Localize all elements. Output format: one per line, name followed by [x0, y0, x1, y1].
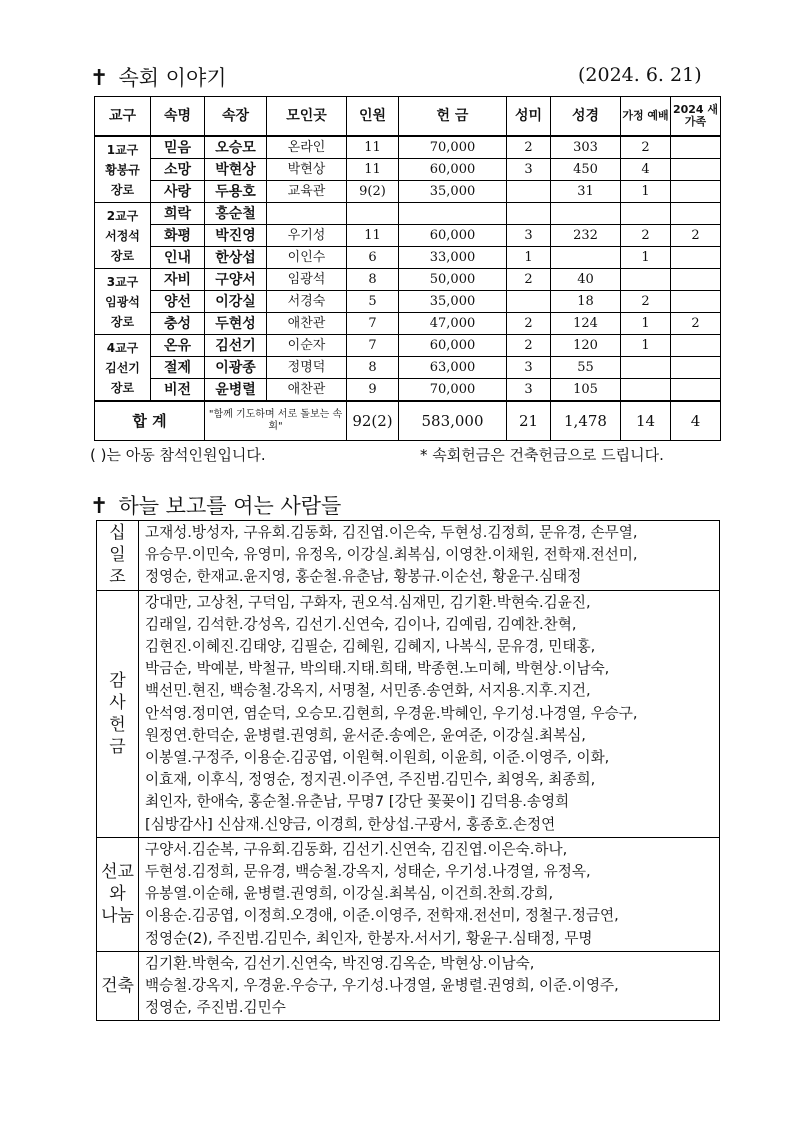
meeting-place: 애찬관 [267, 313, 347, 335]
category-label-line: 사 [109, 692, 126, 713]
donor-line: 박금순, 박예분, 박철규, 박의태.지태.희태, 박종현.노미혜, 박현상.이남숙, [145, 660, 610, 678]
district-name-line: 황봉규 [105, 162, 140, 177]
seongmi: 2 [507, 269, 551, 291]
seongmi: 2 [507, 335, 551, 357]
district-name-line: 김선기 [105, 360, 140, 375]
donor-line: 이용순.김공엽, 이정희.오경애, 이준.이영주, 전학재.전선미, 정철구.정금연, [145, 907, 619, 925]
table-row [95, 291, 721, 313]
donor-line: 고재성.방성자, 구유회.김동화, 김진엽.이은숙, 두현성.김정희, 문유경, 손무열, [145, 524, 638, 541]
category-label-line: 건축 [101, 976, 134, 997]
bible-reading: 18 [551, 291, 621, 313]
group-name: 자비 [151, 269, 205, 291]
meeting-place: 임광석 [267, 269, 347, 291]
table-row [95, 357, 721, 379]
header-cell: 성미 [507, 97, 551, 137]
new-family: 2 [671, 225, 721, 247]
bible-reading: 40 [551, 269, 621, 291]
category-label-line: 십 [109, 523, 126, 544]
attendance: 9 [347, 379, 399, 402]
total-family-worship: 14 [621, 401, 671, 441]
attendance: 7 [347, 335, 399, 357]
seongmi: 2 [507, 313, 551, 335]
offering: 35,000 [399, 291, 507, 313]
category-label-line: 헌 [109, 714, 126, 735]
total-attendance: 92(2) [347, 401, 399, 441]
table-row [95, 159, 721, 181]
offering: 35,000 [399, 181, 507, 203]
leader-name: 두용호 [205, 181, 267, 203]
district-name [95, 335, 151, 402]
donor-line: 유승무.이민숙, 유영미, 유정옥, 이강실.최복심, 이영찬.이채원, 전학재.전선미, [145, 546, 638, 564]
header-cell: 교구 [95, 97, 151, 137]
leader-name: 홍순철 [205, 203, 267, 225]
meeting-place: 온라인 [267, 136, 347, 159]
donor-category-row [97, 837, 720, 951]
donor-line: 안석영.정미연, 염순덕, 오승모.김현희, 우경윤.박혜인, 우기성.나경열, 우승구, [145, 704, 638, 722]
category-label [97, 837, 139, 951]
donor-list [139, 590, 720, 837]
category-label-line: 감 [109, 670, 126, 691]
attendance [347, 203, 399, 225]
bible-reading: 303 [551, 136, 621, 159]
seongmi [507, 291, 551, 313]
offering: 33,000 [399, 247, 507, 269]
offering: 63,000 [399, 357, 507, 379]
donor-category-row [97, 951, 720, 1021]
new-family [671, 136, 721, 159]
district-name-line: 장로 [110, 182, 135, 197]
family-worship: 4 [621, 159, 671, 181]
donor-line: 김래일, 김석한.강성옥, 김선기.신연숙, 김이나, 김예림, 김예찬.찬혁, [145, 615, 577, 633]
group-name: 절제 [151, 357, 205, 379]
seongmi: 3 [507, 225, 551, 247]
donor-line: 정영순(2), 주진범.김민수, 최인자, 한봉자.서서기, 황윤구.심태정, 무명 [145, 929, 593, 947]
meeting-place [267, 203, 347, 225]
donor-line: 정영순, 한재교.윤지영, 홍순철.유춘남, 황봉규.이순선, 황윤구.심태정 [145, 568, 582, 586]
meeting-place: 정명덕 [267, 357, 347, 379]
header-cell: 헌 금 [399, 97, 507, 137]
district-name-line: 2교구 [106, 208, 139, 223]
group-name: 소망 [151, 159, 205, 181]
header-cell: 성경 [551, 97, 621, 137]
leader-name: 이강실 [205, 291, 267, 313]
table-row [95, 313, 721, 335]
family-worship: 2 [621, 291, 671, 313]
family-worship: 1 [621, 313, 671, 335]
district-name [95, 203, 151, 269]
donor-table [96, 520, 720, 1021]
district-name-line: 장로 [110, 248, 135, 263]
new-family [671, 335, 721, 357]
footnote-offering: * 속회헌금은 건축헌금으로 드립니다. [420, 446, 664, 464]
table-row [95, 379, 721, 402]
header-cell: 속명 [151, 97, 205, 137]
cross-icon: ✝ [90, 66, 109, 91]
total-row [95, 401, 721, 441]
seongmi: 3 [507, 357, 551, 379]
table-row [95, 269, 721, 291]
new-family [671, 357, 721, 379]
district-name-line: 3교구 [106, 274, 139, 289]
offering [399, 203, 507, 225]
seongmi [507, 203, 551, 225]
donor-line: 백승철.강옥지, 우경윤.우승구, 우기성.나경열, 윤병렬.권영희, 이준.이영주, [145, 977, 619, 995]
leader-name: 박진영 [205, 225, 267, 247]
meeting-place: 애찬관 [267, 379, 347, 402]
bible-reading [551, 247, 621, 269]
leader-name: 김선기 [205, 335, 267, 357]
family-worship: 2 [621, 225, 671, 247]
category-label [97, 590, 139, 837]
meeting-place: 이순자 [267, 335, 347, 357]
attendance: 6 [347, 247, 399, 269]
new-family [671, 159, 721, 181]
group-name: 사랑 [151, 181, 205, 203]
offering: 70,000 [399, 379, 507, 402]
group-name: 희락 [151, 203, 205, 225]
new-family [671, 291, 721, 313]
attendance: 11 [347, 159, 399, 181]
attendance: 11 [347, 225, 399, 247]
donor-line: 강대만, 고상천, 구덕임, 구화자, 권오석.심재민, 김기환.박현숙.김윤진, [145, 593, 591, 611]
category-label [97, 951, 139, 1021]
header-cell: 모인곳 [267, 97, 347, 137]
leader-name: 오승모 [205, 136, 267, 159]
attendance: 8 [347, 357, 399, 379]
donor-list [139, 951, 720, 1021]
family-worship [621, 203, 671, 225]
bible-reading: 450 [551, 159, 621, 181]
family-worship: 2 [621, 136, 671, 159]
bible-reading: 55 [551, 357, 621, 379]
district-name-line: 서정석 [105, 228, 140, 243]
donor-line: 원정연.한덕순, 윤병렬.권영희, 윤서준.송예은, 윤여준, 이강실.최복심, [145, 726, 586, 744]
district-name-line: 4교구 [106, 340, 139, 355]
leader-name: 두현성 [205, 313, 267, 335]
district-name [95, 269, 151, 335]
donor-category-row [97, 521, 720, 591]
donor-line: 이봉열.구정주, 이용순.김공엽, 이원혁.이원희, 이윤희, 이준.이영주, 이화, [145, 749, 610, 767]
district-name-line: 1교구 [106, 142, 139, 157]
donor-line: 김기환.박현숙, 김선기.신연숙, 박진영.김옥순, 박현상.이남숙, [145, 954, 535, 972]
donor-line: 두현성.김정희, 문유경, 백승철.강옥지, 성태순, 우기성.나경열, 유정옥, [145, 863, 591, 881]
donor-line: 김현진.이혜진.김태양, 김필순, 김혜원, 김혜지, 나복식, 문유경, 민태홍, [145, 638, 596, 656]
footnote-children: ( )는 아동 참석인원입니다. [90, 446, 266, 464]
offering: 60,000 [399, 225, 507, 247]
group-name: 믿음 [151, 136, 205, 159]
meeting-place: 박현상 [267, 159, 347, 181]
leader-name: 박현상 [205, 159, 267, 181]
group-name: 양선 [151, 291, 205, 313]
district-name [95, 136, 151, 203]
seongmi: 3 [507, 159, 551, 181]
header-cell: 가정 예배 [621, 97, 671, 137]
section-title-text: 하늘 보고를 여는 사람들 [118, 494, 342, 518]
family-worship: 1 [621, 247, 671, 269]
family-worship: 1 [621, 181, 671, 203]
table-row [95, 136, 721, 159]
table-row [95, 181, 721, 203]
donor-line: 이효재, 이후식, 정영순, 정지권.이주연, 주진범.김민수, 최영옥, 최종희, [145, 771, 596, 789]
section-title-donors [90, 490, 341, 520]
meeting-place: 교육관 [267, 181, 347, 203]
family-worship [621, 357, 671, 379]
attendance: 5 [347, 291, 399, 313]
offering: 60,000 [399, 159, 507, 181]
category-label-line: 조 [109, 567, 126, 588]
bible-reading: 120 [551, 335, 621, 357]
district-name-line: 장로 [110, 314, 135, 329]
donor-line: 최인자, 한애숙, 홍순철.유춘남, 무명7 [강단 꽃꽂이] 김덕용.송영희 [145, 793, 570, 811]
family-worship [621, 269, 671, 291]
group-name: 충성 [151, 313, 205, 335]
donor-line: 구양서.김순복, 구유회.김동화, 김선기.신연숙, 김진엽.이은숙.하나, [145, 840, 568, 858]
new-family [671, 247, 721, 269]
new-family [671, 269, 721, 291]
seongmi: 2 [507, 136, 551, 159]
attendance: 8 [347, 269, 399, 291]
group-name: 비전 [151, 379, 205, 402]
donor-list [139, 521, 720, 591]
leader-name: 한상섭 [205, 247, 267, 269]
header-cell: 2024 새가족 [671, 97, 721, 137]
new-family [671, 203, 721, 225]
meeting-place: 우기성 [267, 225, 347, 247]
motto-note: "함께 기도하며 서로 돌보는 속회" [205, 401, 347, 441]
meeting-place: 서경숙 [267, 291, 347, 313]
total-label: 합 계 [95, 401, 205, 441]
header-cell: 속장 [205, 97, 267, 137]
table-row [95, 335, 721, 357]
new-family [671, 181, 721, 203]
offering: 50,000 [399, 269, 507, 291]
offering: 60,000 [399, 335, 507, 357]
attendance: 11 [347, 136, 399, 159]
new-family [671, 379, 721, 402]
donor-line: [심방감사] 신삼재.신양금, 이경희, 한상섭.구광서, 홍종호.손정연 [145, 815, 556, 833]
sokhoe-stats-table [94, 96, 721, 441]
total-new-family: 4 [671, 401, 721, 441]
attendance: 7 [347, 313, 399, 335]
bible-reading: 232 [551, 225, 621, 247]
bible-reading: 105 [551, 379, 621, 402]
attendance: 9(2) [347, 181, 399, 203]
table-row [95, 247, 721, 269]
new-family: 2 [671, 313, 721, 335]
group-name: 인내 [151, 247, 205, 269]
group-name: 온유 [151, 335, 205, 357]
district-name-line: 장로 [110, 380, 135, 395]
seongmi [507, 181, 551, 203]
donor-list [139, 837, 720, 951]
seongmi: 1 [507, 247, 551, 269]
category-label-line: 나눔 [101, 906, 134, 927]
donor-body [97, 521, 720, 1021]
family-worship [621, 379, 671, 402]
bible-reading: 31 [551, 181, 621, 203]
offering: 47,000 [399, 313, 507, 335]
category-label-line: 와 [109, 884, 126, 905]
section-title-text: 속회 이야기 [118, 66, 227, 90]
category-label [97, 521, 139, 591]
table-row [95, 203, 721, 225]
district-name-line: 임광석 [105, 294, 140, 309]
category-label-line: 금 [109, 736, 126, 757]
leader-name: 구양서 [205, 269, 267, 291]
bible-reading: 124 [551, 313, 621, 335]
leader-name: 이광종 [205, 357, 267, 379]
table-row [95, 225, 721, 247]
meeting-place: 이인수 [267, 247, 347, 269]
report-date: (2024. 6. 21) [578, 64, 702, 86]
seongmi: 3 [507, 379, 551, 402]
group-name: 화평 [151, 225, 205, 247]
table-header-row [95, 97, 721, 137]
family-worship: 1 [621, 335, 671, 357]
donor-category-row [97, 590, 720, 837]
total-offering: 583,000 [399, 401, 507, 441]
bible-reading [551, 203, 621, 225]
leader-name: 윤병렬 [205, 379, 267, 402]
section-title-sokhoe [90, 62, 227, 92]
offering: 70,000 [399, 136, 507, 159]
donor-line: 정영순, 주진범.김민수 [145, 999, 286, 1017]
cross-icon: ✝ [90, 494, 109, 519]
total-seongmi: 21 [507, 401, 551, 441]
donor-line: 백선민.현진, 백승철.강옥지, 서명철, 서민종.송연화, 서지용.지후.지건, [145, 682, 591, 700]
header-cell: 인원 [347, 97, 399, 137]
total-bible: 1,478 [551, 401, 621, 441]
stats-body [95, 136, 721, 401]
donor-line: 유봉열.이순해, 윤병렬.권영희, 이강실.최복심, 이건희.찬희.강희, [145, 885, 554, 903]
category-label-line: 선교 [101, 862, 134, 883]
category-label-line: 일 [109, 545, 126, 566]
